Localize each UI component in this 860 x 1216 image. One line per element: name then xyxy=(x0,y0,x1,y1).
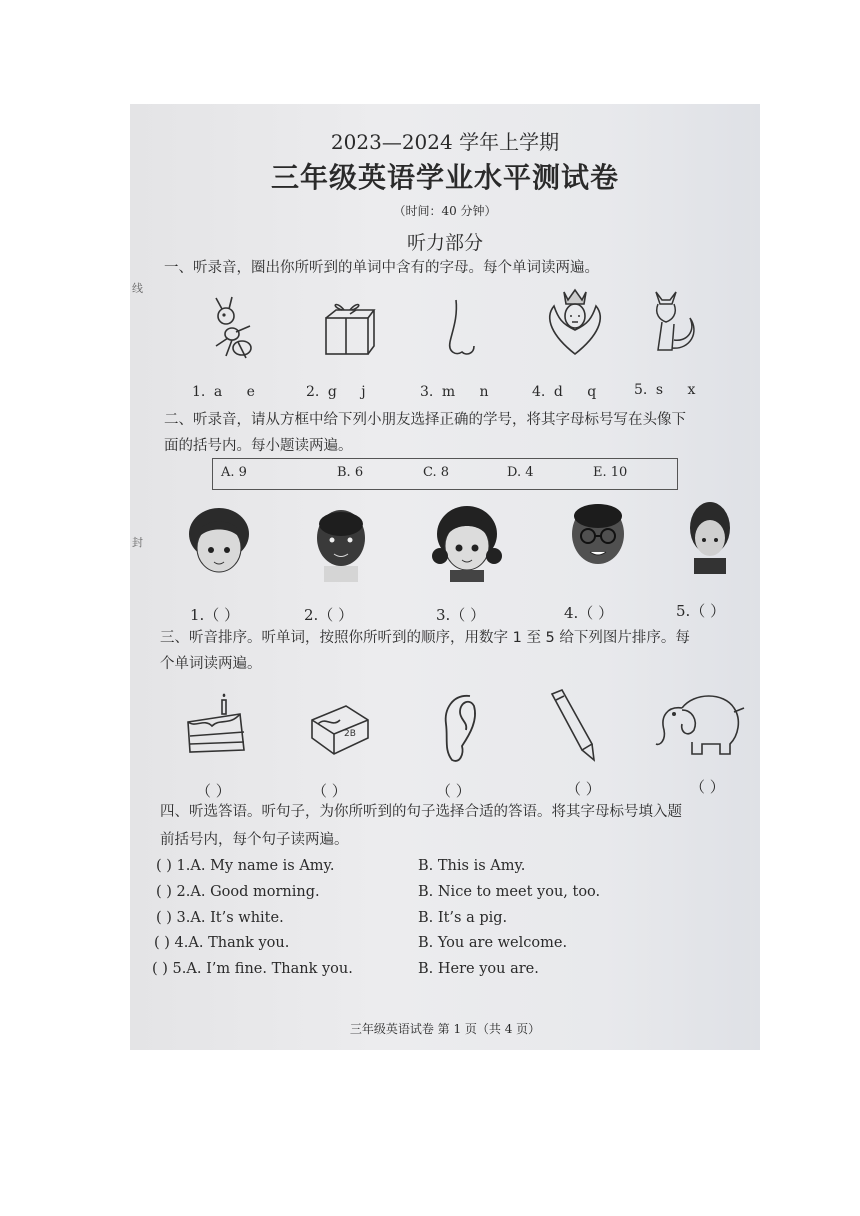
s4-option-b-4: B. You are welcome. xyxy=(418,935,568,951)
s4-option-a: 2.A. Good morning. xyxy=(176,884,320,900)
s4-question-2 xyxy=(156,884,320,900)
s1-item-3: 3. m n xyxy=(420,384,489,400)
girl-face-icon xyxy=(184,504,254,580)
exam-time: （时间：40 分钟） xyxy=(393,204,497,218)
s3-blank-4[interactable]: （ ） xyxy=(566,780,601,798)
margin-mark-1: 线 xyxy=(132,282,143,295)
option-b: B. 6 xyxy=(337,465,364,480)
s3-blank-3[interactable]: （ ） xyxy=(436,782,471,800)
s4-question-5 xyxy=(152,961,353,977)
section2-instruction-2: 面的括号内。每小题读两遍。 xyxy=(164,438,353,454)
s1-choice-b[interactable]: x xyxy=(687,382,696,398)
s4-answer-paren[interactable]: ( ) xyxy=(156,858,172,874)
exam-title: 三年级英语学业水平测试卷 xyxy=(270,161,619,194)
s4-question-1 xyxy=(156,858,334,874)
s1-choice-b[interactable]: n xyxy=(479,384,489,400)
s1-choice-b[interactable]: q xyxy=(587,384,597,400)
s4-answer-paren[interactable]: ( ) xyxy=(154,935,170,951)
s1-choice-a[interactable]: s xyxy=(655,382,663,398)
option-a: A. 9 xyxy=(221,465,247,480)
queen-icon xyxy=(544,288,606,360)
svg-text:2B: 2B xyxy=(344,729,356,739)
s1-choice-b[interactable]: j xyxy=(361,384,366,400)
section2-instruction-1: 二、听录音，请从方框中给下列小朋友选择正确的学号，将其字母标号写在头像下 xyxy=(164,412,686,428)
exam-page xyxy=(130,104,760,1050)
gift-icon xyxy=(320,300,376,360)
section3-instruction-2: 个单词读两遍。 xyxy=(160,656,262,672)
boy-face-icon xyxy=(310,504,372,584)
nose-icon xyxy=(446,298,480,360)
s3-blank-1[interactable]: （ ） xyxy=(196,782,231,800)
option-d: D. 4 xyxy=(507,465,534,480)
part-heading: 听力部分 xyxy=(406,232,483,254)
s1-item-5: 5. s x xyxy=(634,382,696,398)
s4-option-b-2: B. Nice to meet you, too. xyxy=(418,884,601,900)
school-year: 2023—2024 学年上学期 xyxy=(330,130,560,154)
ear-icon xyxy=(440,690,480,764)
option-e: E. 10 xyxy=(593,465,628,480)
s4-answer-paren[interactable]: ( ) xyxy=(156,910,172,926)
s1-choice-a[interactable]: d xyxy=(553,384,563,400)
s3-blank-5[interactable]: （ ） xyxy=(690,778,725,796)
s4-option-a: 1.A. My name is Amy. xyxy=(176,858,335,874)
s4-question-4 xyxy=(154,935,289,951)
s4-answer-paren[interactable]: ( ) xyxy=(152,961,168,977)
s4-option-a: 3.A. It’s white. xyxy=(176,910,284,926)
s4-question-3 xyxy=(156,910,284,926)
s4-option-b-3: B. It’s a pig. xyxy=(418,910,508,926)
s2-answer-4[interactable]: 4.（ ） xyxy=(564,604,614,622)
s1-item-4: 4. d q xyxy=(532,384,597,400)
s3-blank-2[interactable]: （ ） xyxy=(312,782,347,800)
s2-answer-1[interactable]: 1.（ ） xyxy=(190,606,240,624)
page-footer: 三年级英语试卷 第 1 页（共 4 页） xyxy=(349,1022,541,1036)
eraser-icon xyxy=(308,698,372,758)
s1-choice-a[interactable]: g xyxy=(327,384,337,400)
s2-answer-2[interactable]: 2.（ ） xyxy=(304,606,354,624)
s4-answer-paren[interactable]: ( ) xyxy=(156,884,172,900)
s4-option-a: 4.A. Thank you. xyxy=(174,935,290,951)
option-c: C. 8 xyxy=(423,465,450,480)
girl-short-hair-face-icon xyxy=(686,500,734,576)
section1-instruction: 一、听录音，圈出你所听到的单词中含有的字母。每个单词读两遍。 xyxy=(164,260,599,276)
girl-glasses-face-icon xyxy=(432,504,502,582)
s4-option-b-5: B. Here you are. xyxy=(418,961,539,977)
s1-choice-a[interactable]: m xyxy=(441,384,456,400)
s4-option-b-1: B. This is Amy. xyxy=(418,858,526,874)
fox-icon xyxy=(646,288,702,358)
cake-icon xyxy=(182,692,250,756)
s2-answer-5[interactable]: 5.（ ） xyxy=(676,602,726,620)
s1-choice-a[interactable]: a xyxy=(213,384,223,400)
ant-icon xyxy=(202,294,262,364)
s4-option-a: 5.A. I’m fine. Thank you. xyxy=(172,961,353,977)
s1-item-2: 2. g j xyxy=(306,384,366,400)
section4-instruction-2: 前括号内，每个句子读两遍。 xyxy=(160,832,349,848)
section4-instruction-1: 四、听选答语。听句子，为你所听到的句子选择合适的答语。将其字母标号填入题 xyxy=(160,804,682,820)
section3-instruction-1: 三、听音排序。听单词，按照你所听到的顺序，用数字 1 至 5 给下列图片排序。每 xyxy=(160,630,690,646)
pen-icon xyxy=(548,688,602,762)
s1-choice-b[interactable]: e xyxy=(246,384,255,400)
s2-answer-3[interactable]: 3.（ ） xyxy=(436,606,486,624)
student-number-options-box xyxy=(212,458,678,490)
margin-mark-2: 封 xyxy=(132,536,143,549)
s1-item-1: 1. a e xyxy=(192,384,255,400)
elephant-icon xyxy=(654,688,746,758)
boy-glasses-face-icon xyxy=(566,500,630,574)
